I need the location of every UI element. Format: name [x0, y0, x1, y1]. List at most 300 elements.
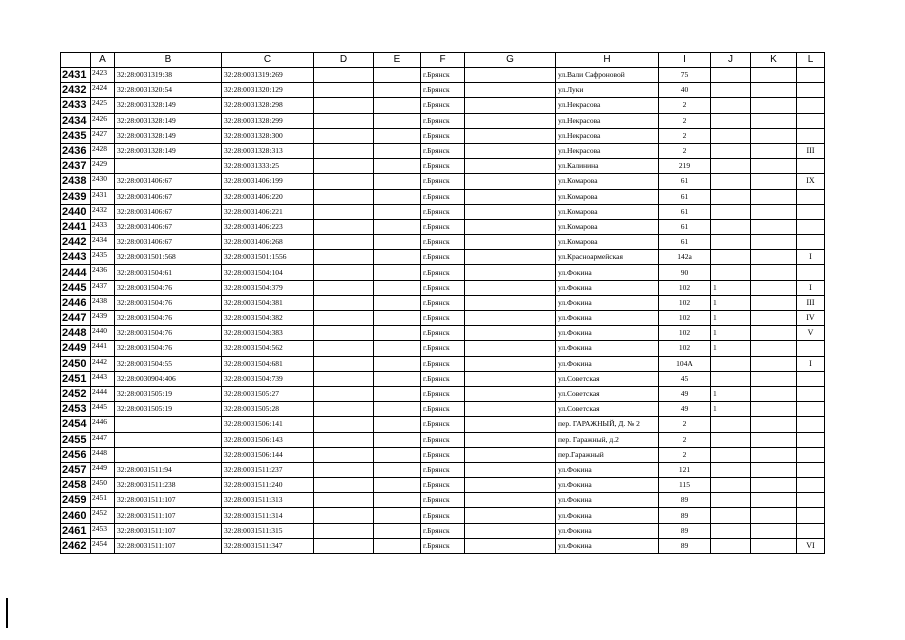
table-row	[61, 417, 825, 432]
row-number: 2431	[61, 68, 91, 83]
cell-k	[751, 280, 797, 295]
row-number: 2434	[61, 113, 91, 128]
cell-b: 32:28:0031328:149	[115, 113, 222, 128]
cell-c: 32:28:0031511:240	[222, 478, 314, 493]
cell-g	[465, 311, 556, 326]
cell-g	[465, 295, 556, 310]
row-number: 2453	[61, 402, 91, 417]
cell-l	[797, 204, 825, 219]
cell-k	[751, 417, 797, 432]
column-header-h: H	[556, 53, 659, 68]
cell-g	[465, 143, 556, 158]
cell-i: 2	[659, 128, 711, 143]
row-number: 2440	[61, 204, 91, 219]
cell-d	[314, 265, 374, 280]
cell-l: III	[797, 143, 825, 158]
cell-b: 32:28:0031406:67	[115, 204, 222, 219]
cell-i: 75	[659, 68, 711, 83]
cell-j	[711, 432, 751, 447]
cell-e	[374, 113, 421, 128]
cell-g	[465, 174, 556, 189]
cell-c: 32:28:0031505:27	[222, 386, 314, 401]
row-number: 2442	[61, 235, 91, 250]
column-header-b: B	[115, 53, 222, 68]
table-row	[61, 432, 825, 447]
cell-j	[711, 417, 751, 432]
cell-e	[374, 508, 421, 523]
cell-l	[797, 235, 825, 250]
cell-j: 1	[711, 341, 751, 356]
cell-l: I	[797, 280, 825, 295]
cell-b: 32:28:0031328:149	[115, 143, 222, 158]
cell-i: 61	[659, 174, 711, 189]
cell-l: IX	[797, 174, 825, 189]
cell-d	[314, 143, 374, 158]
table-row	[61, 143, 825, 158]
column-header-a: A	[91, 53, 115, 68]
cell-l: V	[797, 326, 825, 341]
cell-j	[711, 174, 751, 189]
row-number: 2454	[61, 417, 91, 432]
table-row	[61, 447, 825, 462]
cell-b: 32:28:0031406:67	[115, 189, 222, 204]
cell-c: 32:28:0031506:143	[222, 432, 314, 447]
cell-a: 2431	[91, 189, 115, 204]
table-row	[61, 478, 825, 493]
cell-i: 102	[659, 295, 711, 310]
cell-g	[465, 235, 556, 250]
cell-e	[374, 523, 421, 538]
cell-l	[797, 417, 825, 432]
cell-i: 121	[659, 462, 711, 477]
cell-f: г.Брянск	[421, 250, 465, 265]
cell-c: 32:28:0031511:237	[222, 462, 314, 477]
cell-a: 2424	[91, 83, 115, 98]
row-number: 2443	[61, 250, 91, 265]
cell-i: 61	[659, 189, 711, 204]
cell-g	[465, 447, 556, 462]
cell-g	[465, 417, 556, 432]
cell-a: 2433	[91, 219, 115, 234]
corner-header	[61, 53, 91, 68]
cell-a: 2437	[91, 280, 115, 295]
cell-d	[314, 523, 374, 538]
row-number: 2437	[61, 159, 91, 174]
cell-d	[314, 402, 374, 417]
cell-h: ул.Некрасова	[556, 143, 659, 158]
cell-d	[314, 83, 374, 98]
cell-i: 219	[659, 159, 711, 174]
cell-a: 2427	[91, 128, 115, 143]
cell-a: 2439	[91, 311, 115, 326]
cell-i: 61	[659, 219, 711, 234]
cell-g	[465, 219, 556, 234]
table-row	[61, 128, 825, 143]
cell-c: 32:28:0031505:28	[222, 402, 314, 417]
cell-e	[374, 447, 421, 462]
cell-l	[797, 508, 825, 523]
cell-g	[465, 356, 556, 371]
cell-j	[711, 219, 751, 234]
spreadsheet-table	[60, 52, 825, 554]
cell-j	[711, 493, 751, 508]
cell-i: 40	[659, 83, 711, 98]
cell-b: 32:28:0031328:149	[115, 128, 222, 143]
cell-b	[115, 417, 222, 432]
cell-e	[374, 98, 421, 113]
cell-l	[797, 219, 825, 234]
cell-a: 2454	[91, 538, 115, 553]
table-row	[61, 462, 825, 477]
cell-e	[374, 235, 421, 250]
cell-l	[797, 341, 825, 356]
table-row	[61, 235, 825, 250]
cell-e	[374, 280, 421, 295]
table-row	[61, 295, 825, 310]
table-row	[61, 174, 825, 189]
cell-h: ул.Фокина	[556, 493, 659, 508]
cell-f: г.Брянск	[421, 98, 465, 113]
cell-h: пер. ГАРАЖНЫЙ, Д. № 2	[556, 417, 659, 432]
cell-b: 32:28:0030904:406	[115, 371, 222, 386]
cell-g	[465, 478, 556, 493]
cell-a: 2425	[91, 98, 115, 113]
cell-f: г.Брянск	[421, 83, 465, 98]
cell-j	[711, 83, 751, 98]
cell-d	[314, 432, 374, 447]
cell-f: г.Брянск	[421, 356, 465, 371]
cell-l	[797, 83, 825, 98]
cell-f: г.Брянск	[421, 523, 465, 538]
cell-j	[711, 478, 751, 493]
cell-i: 104А	[659, 356, 711, 371]
cell-b	[115, 447, 222, 462]
row-number: 2459	[61, 493, 91, 508]
cell-l	[797, 432, 825, 447]
cell-i: 61	[659, 204, 711, 219]
cell-j	[711, 98, 751, 113]
table-row	[61, 204, 825, 219]
cell-d	[314, 326, 374, 341]
table-row	[61, 265, 825, 280]
cell-h: ул.Фокина	[556, 538, 659, 553]
cell-e	[374, 250, 421, 265]
column-header-i: I	[659, 53, 711, 68]
cell-h: ул.Фокина	[556, 326, 659, 341]
cell-c: 32:28:0031504:739	[222, 371, 314, 386]
cell-d	[314, 538, 374, 553]
cell-h: ул.Красноармейская	[556, 250, 659, 265]
cell-j: 1	[711, 326, 751, 341]
table-row	[61, 113, 825, 128]
cell-h: ул.Советская	[556, 402, 659, 417]
cell-g	[465, 371, 556, 386]
cell-k	[751, 98, 797, 113]
cell-h: ул.Калинина	[556, 159, 659, 174]
cell-e	[374, 326, 421, 341]
cell-a: 2446	[91, 417, 115, 432]
cell-b: 32:28:0031504:76	[115, 326, 222, 341]
cell-g	[465, 68, 556, 83]
cell-d	[314, 204, 374, 219]
cell-i: 2	[659, 98, 711, 113]
cell-j	[711, 113, 751, 128]
row-number: 2451	[61, 371, 91, 386]
cell-k	[751, 493, 797, 508]
table-row	[61, 83, 825, 98]
cell-a: 2430	[91, 174, 115, 189]
cell-c: 32:28:0031504:562	[222, 341, 314, 356]
row-number: 2457	[61, 462, 91, 477]
cell-g	[465, 493, 556, 508]
cell-b: 32:28:0031328:149	[115, 98, 222, 113]
cell-j	[711, 356, 751, 371]
cell-k	[751, 538, 797, 553]
cell-l	[797, 523, 825, 538]
cell-j: 1	[711, 311, 751, 326]
cell-h: ул.Фокина	[556, 523, 659, 538]
cell-g	[465, 280, 556, 295]
cell-k	[751, 523, 797, 538]
table-row	[61, 68, 825, 83]
cell-j: 1	[711, 386, 751, 401]
cell-d	[314, 113, 374, 128]
cell-b: 32:28:0031505:19	[115, 402, 222, 417]
column-header-d: D	[314, 53, 374, 68]
cell-e	[374, 143, 421, 158]
cell-l	[797, 462, 825, 477]
cell-j	[711, 159, 751, 174]
cell-i: 2	[659, 113, 711, 128]
cell-a: 2429	[91, 159, 115, 174]
cell-h: ул.Фокина	[556, 508, 659, 523]
cell-e	[374, 265, 421, 280]
cell-c: 32:28:0031333:25	[222, 159, 314, 174]
cell-k	[751, 371, 797, 386]
cell-b: 32:28:0031511:107	[115, 538, 222, 553]
cell-e	[374, 478, 421, 493]
cell-e	[374, 128, 421, 143]
cell-i: 89	[659, 538, 711, 553]
cell-d	[314, 68, 374, 83]
cell-e	[374, 83, 421, 98]
cell-b: 32:28:0031501:568	[115, 250, 222, 265]
row-number: 2444	[61, 265, 91, 280]
cell-l: I	[797, 356, 825, 371]
cell-b: 32:28:0031406:67	[115, 219, 222, 234]
column-header-c: C	[222, 53, 314, 68]
cell-c: 32:28:0031504:381	[222, 295, 314, 310]
cell-b: 32:28:0031511:107	[115, 523, 222, 538]
table-row	[61, 311, 825, 326]
cell-d	[314, 386, 374, 401]
cell-e	[374, 219, 421, 234]
cell-g	[465, 326, 556, 341]
cell-k	[751, 508, 797, 523]
cell-j	[711, 371, 751, 386]
cell-a: 2423	[91, 68, 115, 83]
cell-j	[711, 538, 751, 553]
cell-l	[797, 68, 825, 83]
cell-e	[374, 204, 421, 219]
cell-c: 32:28:0031320:129	[222, 83, 314, 98]
cell-h: пер.Гаражный	[556, 447, 659, 462]
cell-a: 2451	[91, 493, 115, 508]
cell-k	[751, 265, 797, 280]
cell-g	[465, 341, 556, 356]
cell-j	[711, 250, 751, 265]
cell-h: ул.Комарова	[556, 235, 659, 250]
cell-c: 32:28:0031406:223	[222, 219, 314, 234]
cell-b: 32:28:0031504:76	[115, 311, 222, 326]
row-number: 2448	[61, 326, 91, 341]
cell-b: 32:28:0031504:55	[115, 356, 222, 371]
cell-k	[751, 113, 797, 128]
row-number: 2432	[61, 83, 91, 98]
row-number: 2462	[61, 538, 91, 553]
cell-f: г.Брянск	[421, 128, 465, 143]
cell-j	[711, 68, 751, 83]
cell-l: I	[797, 250, 825, 265]
row-number: 2456	[61, 447, 91, 462]
cell-l	[797, 493, 825, 508]
cell-k	[751, 341, 797, 356]
cell-b	[115, 432, 222, 447]
cell-l	[797, 98, 825, 113]
cell-b: 32:28:0031511:107	[115, 493, 222, 508]
cell-h: ул.Фокина	[556, 341, 659, 356]
row-number: 2446	[61, 295, 91, 310]
cell-j	[711, 265, 751, 280]
cell-g	[465, 250, 556, 265]
cell-k	[751, 326, 797, 341]
cell-i: 102	[659, 326, 711, 341]
row-number: 2438	[61, 174, 91, 189]
cell-h: ул.Фокина	[556, 356, 659, 371]
cell-a: 2428	[91, 143, 115, 158]
cell-i: 102	[659, 311, 711, 326]
cell-d	[314, 235, 374, 250]
cell-c: 32:28:0031328:299	[222, 113, 314, 128]
cell-i: 2	[659, 447, 711, 462]
cell-h: ул.Луки	[556, 83, 659, 98]
cell-d	[314, 371, 374, 386]
cell-d	[314, 219, 374, 234]
cell-l	[797, 159, 825, 174]
cell-f: г.Брянск	[421, 417, 465, 432]
cell-h: ул.Советская	[556, 371, 659, 386]
cell-h: ул.Фокина	[556, 280, 659, 295]
cell-f: г.Брянск	[421, 538, 465, 553]
cell-k	[751, 159, 797, 174]
cell-g	[465, 386, 556, 401]
cell-f: г.Брянск	[421, 341, 465, 356]
cell-h: ул.Фокина	[556, 295, 659, 310]
cell-h: ул.Комарова	[556, 219, 659, 234]
cell-a: 2450	[91, 478, 115, 493]
cell-g	[465, 432, 556, 447]
cell-j: 1	[711, 280, 751, 295]
cell-e	[374, 341, 421, 356]
cell-a: 2434	[91, 235, 115, 250]
cell-h: ул.Некрасова	[556, 98, 659, 113]
cell-k	[751, 128, 797, 143]
cell-l: VI	[797, 538, 825, 553]
cell-a: 2438	[91, 295, 115, 310]
cell-f: г.Брянск	[421, 204, 465, 219]
cell-a: 2441	[91, 341, 115, 356]
cell-h: ул.Советская	[556, 386, 659, 401]
cell-e	[374, 311, 421, 326]
cell-k	[751, 356, 797, 371]
table-row	[61, 523, 825, 538]
cell-k	[751, 83, 797, 98]
cell-g	[465, 402, 556, 417]
cell-g	[465, 508, 556, 523]
table-row	[61, 356, 825, 371]
cell-f: г.Брянск	[421, 265, 465, 280]
table-row	[61, 508, 825, 523]
cell-d	[314, 159, 374, 174]
table-row	[61, 98, 825, 113]
cell-j	[711, 189, 751, 204]
cell-c: 32:28:0031504:382	[222, 311, 314, 326]
cell-h: ул.Некрасова	[556, 128, 659, 143]
cell-a: 2432	[91, 204, 115, 219]
cell-d	[314, 478, 374, 493]
table-row	[61, 159, 825, 174]
table-row	[61, 189, 825, 204]
cell-j	[711, 235, 751, 250]
cell-k	[751, 250, 797, 265]
cell-d	[314, 128, 374, 143]
column-header-row	[61, 53, 825, 68]
cell-i: 142а	[659, 250, 711, 265]
cell-g	[465, 83, 556, 98]
cell-k	[751, 219, 797, 234]
cell-l	[797, 189, 825, 204]
cell-f: г.Брянск	[421, 508, 465, 523]
cell-g	[465, 204, 556, 219]
cell-k	[751, 189, 797, 204]
cell-b: 32:28:0031319:38	[115, 68, 222, 83]
cell-c: 32:28:0031511:347	[222, 538, 314, 553]
cell-i: 89	[659, 508, 711, 523]
margin-mark	[6, 598, 8, 628]
table-row	[61, 280, 825, 295]
row-number: 2445	[61, 280, 91, 295]
column-header-j: J	[711, 53, 751, 68]
cell-k	[751, 432, 797, 447]
cell-j	[711, 143, 751, 158]
cell-f: г.Брянск	[421, 432, 465, 447]
cell-a: 2447	[91, 432, 115, 447]
cell-c: 32:28:0031501:1556	[222, 250, 314, 265]
table-row	[61, 341, 825, 356]
cell-b: 32:28:0031504:76	[115, 280, 222, 295]
cell-e	[374, 386, 421, 401]
cell-d	[314, 280, 374, 295]
cell-c: 32:28:0031504:681	[222, 356, 314, 371]
cell-f: г.Брянск	[421, 447, 465, 462]
cell-c: 32:28:0031406:268	[222, 235, 314, 250]
cell-g	[465, 159, 556, 174]
cell-e	[374, 159, 421, 174]
cell-f: г.Брянск	[421, 189, 465, 204]
cell-a: 2442	[91, 356, 115, 371]
cell-d	[314, 447, 374, 462]
row-number: 2435	[61, 128, 91, 143]
